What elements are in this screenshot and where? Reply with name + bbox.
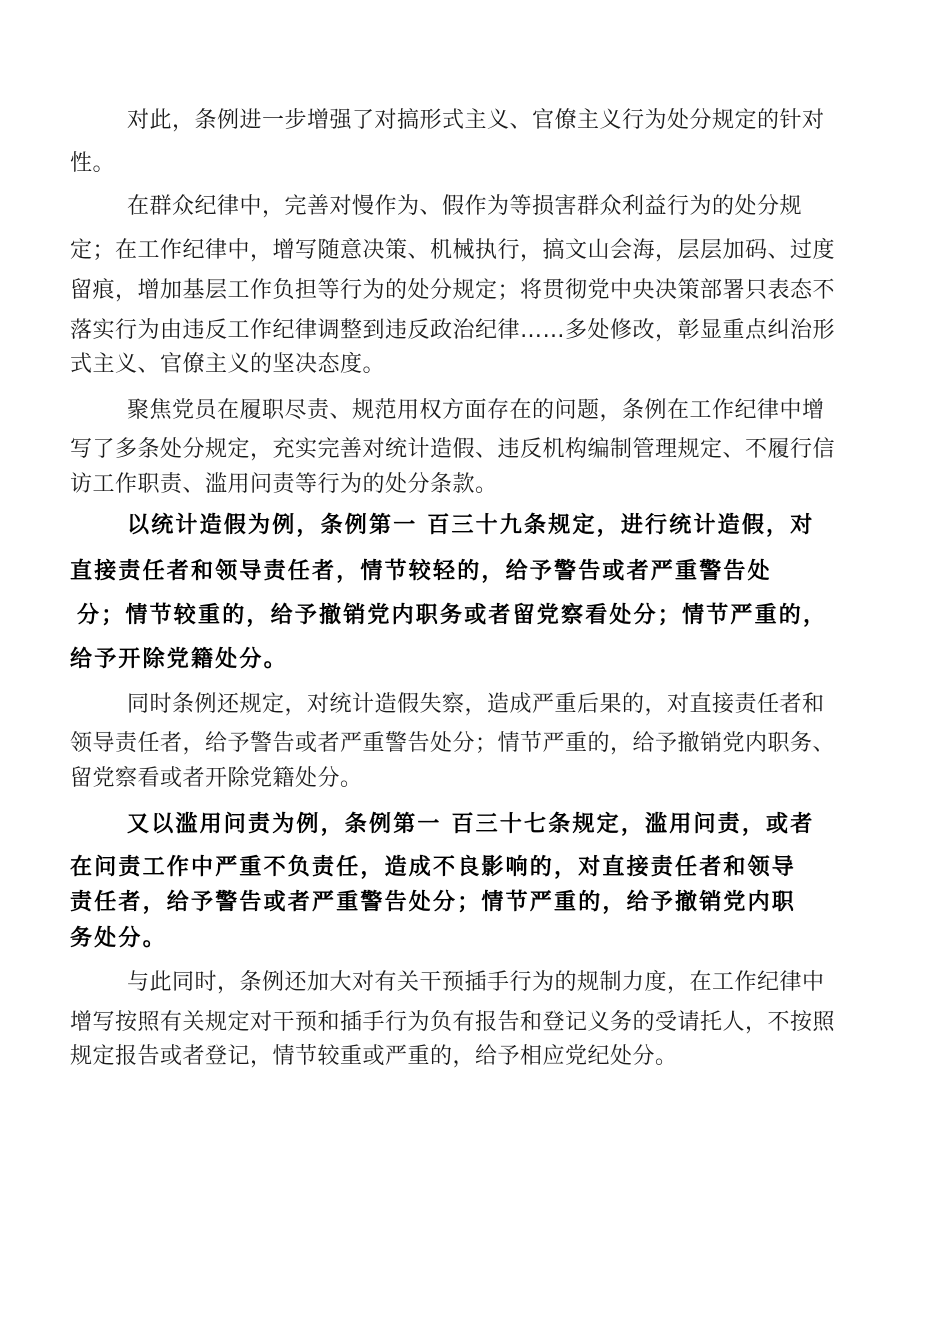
paragraph-2-line-2: 定；在工作纪律中，增写随意决策、机械执行，搞文山会海，层层加码、过度	[70, 238, 836, 263]
paragraph-2-line-4: 落实行为由违反工作纪律调整到违反政治纪律……多处修改，彰显重点纠治形	[70, 318, 836, 343]
paragraph-5-line-1: 同时条例还规定，对统计造假失察，造成严重后果的，对直接责任者和	[127, 692, 825, 717]
paragraph-3-line-2: 写了多条处分规定，充实完善对统计造假、违反机构编制管理规定、不履行信	[70, 437, 836, 462]
paragraph-4-line-1: 以统计造假为例，条例第一 百三十九条规定，进行统计造假，对	[127, 513, 815, 538]
paragraph-2-line-5: 式主义、官僚主义的坚决态度。	[70, 352, 386, 377]
paragraph-6-line-2: 在问责工作中严重不负责任，造成不良影响的，对直接责任者和领导	[70, 855, 797, 880]
paragraph-2-line-1: 在群众纪律中，完善对慢作为、假作为等损害群众利益行为的处分规	[127, 194, 803, 219]
paragraph-5-line-3: 留党察看或者开除党籍处分。	[70, 766, 363, 791]
paragraph-1-line-2: 性。	[70, 151, 116, 176]
paragraph-7-line-2: 增写按照有关规定对干预和插手行为负有报告和登记义务的受请托人，不按照	[70, 1010, 836, 1035]
paragraph-7-line-1: 与此同时，条例还加大对有关干预插手行为的规制力度，在工作纪律中	[127, 970, 825, 995]
paragraph-3-line-3: 访工作职责、滥用问责等行为的处分条款。	[70, 472, 498, 497]
paragraph-4-line-2: 直接责任者和领导责任者，情节较轻的，给予警告或者严重警告处	[70, 559, 772, 584]
paragraph-4-line-4: 给予开除党籍处分。	[70, 647, 288, 672]
paragraph-1-line-1: 对此，条例进一步增强了对搞形式主义、官僚主义行为处分规定的针对	[127, 108, 825, 133]
paragraph-6-line-1: 又以滥用问责为例，条例第一 百三十七条规定，滥用问责，或者	[127, 812, 815, 837]
paragraph-3-line-1: 聚焦党员在履职尽责、规范用权方面存在的问题，条例在工作纪律中增	[127, 398, 825, 423]
paragraph-4-line-3: 分；情节较重的，给予撤销党内职务或者留党察看处分；情节严重的，	[77, 603, 828, 628]
paragraph-2-line-3: 留痕，增加基层工作负担等行为的处分规定；将贯彻党中央决策部署只表态不	[70, 278, 836, 303]
paragraph-7-line-3: 规定报告或者登记，情节较重或严重的，给予相应党纪处分。	[70, 1044, 678, 1069]
paragraph-6-line-4: 务处分。	[70, 926, 167, 951]
paragraph-6-line-3: 责任者，给予警告或者严重警告处分；情节严重的，给予撤销党内职	[70, 890, 797, 915]
paragraph-5-line-2: 领导责任者，给予警告或者严重警告处分；情节严重的，给予撤销党内职务、	[70, 731, 836, 756]
